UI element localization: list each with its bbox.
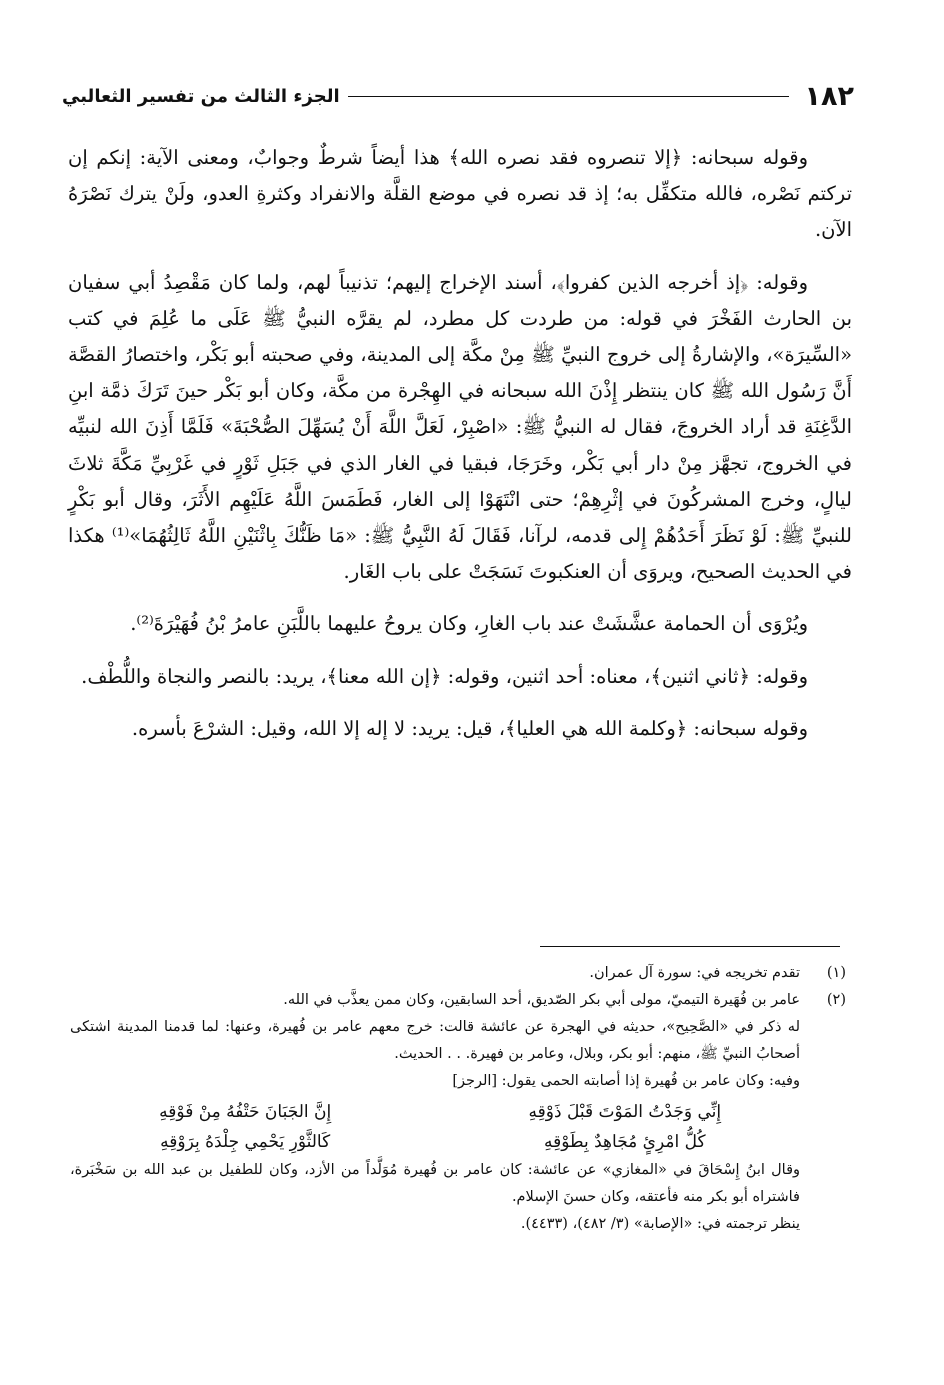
running-title: الجزء الثالث من تفسير الثعالبي bbox=[62, 85, 340, 107]
paragraph: ويُرْوَى أن الحمامة عشَّشَتْ عند باب الغارِ، وكان يروحُ عليهما باللَّبَنِ عامرُ بْنُ فُهَيْرَةَ⁽²⁾. bbox=[130, 612, 808, 636]
footnote-number: (٢) bbox=[826, 992, 846, 1008]
footnote-text: وقال ابنُ إِسْحَاقَ في «المغازي» عن عائشة: كان عامر بن فُهيرة مُوَلَّداً من الأزد، وكان للطفيل بن عبد الله بن سَخْبَرة، فاشتراه أبو بكر منه فأعتقه، وكان حسنَ الإسلام. bbox=[70, 1162, 800, 1205]
hemistich: كَالثَّوْرِ يَحْمِي جِلْدَهُ بِرَوْقِهِ bbox=[160, 1132, 331, 1152]
footnote-text: تقدم تخريجه في: سورة آل عمران. bbox=[589, 965, 800, 981]
header-rule bbox=[348, 96, 789, 97]
footnote-1 bbox=[70, 960, 846, 987]
page-header bbox=[62, 78, 854, 114]
poem bbox=[70, 1097, 800, 1157]
footnote-text: عامر بن فُهَيرة التيميّ، مولى أبي بكر الصّديق، أحد السابقين، وكان ممن يعذَّب في الله. bbox=[283, 992, 800, 1008]
verse bbox=[70, 1097, 800, 1127]
hemistich: كُلُّ امْرِئٍ مُجَاهِدٌ بِطَوْقِهِ bbox=[544, 1132, 706, 1152]
footnote-separator bbox=[540, 946, 840, 947]
hemistich: إِنَّ الجَبَانَ حَتْفُهُ مِنْ فَوْقِهِ bbox=[159, 1102, 332, 1122]
page-number: ١٨٢ bbox=[804, 80, 854, 112]
paragraph: وقوله: ﴿ثاني اثنين﴾، معناه: أحد اثنين، وقوله: ﴿إن الله معنا﴾، يريد: بالنصر والنجاة واللُّطْف. bbox=[81, 664, 808, 688]
footnote-2 bbox=[70, 987, 846, 1014]
footnotes bbox=[70, 960, 846, 1238]
paragraph: وقوله سبحانه: ﴿إلا تنصروه فقد نصره الله﴾ هذا أيضاً شرطٌ وجوابٌ، ومعنى الآية: إنكم إن تركتم نَصْره، فالله متكفِّل به؛ إذ قد نصره في موضع القلَّة والانفراد وكثرةِ العدو، ولَنْ يترك نَصْرَهُ الآن. bbox=[68, 146, 852, 242]
hemistich: إِنِّي وَجَدْتُ المَوْتَ قَبْلَ ذَوْقِهِ bbox=[528, 1102, 722, 1122]
footnote-text: له ذكر في «الصَّحِيح»، حديثه في الهجرة عن عائشة قالت: خرج معهم عامر بن فُهيرة، وعنها: لما قدمنا المدينة اشتكى أصحابُ النبيِّ ﷺ، منهم: أبو بكر، وبلال، وعامر بن فهيرة. . . الحديث. bbox=[70, 1019, 800, 1062]
footnote-number: (١) bbox=[826, 965, 846, 981]
footnote-text: ينظر ترجمته في: «الإصابة» (٣/ ٤٨٢)، (٤٤٣٣). bbox=[520, 1216, 800, 1232]
paragraph: وقوله: ﴿إذ أخرجه الذين كفروا﴾، أسند الإخراج إليهم؛ تذنيباً لهم، ولما كان مَقْصِدُ أبي سفيان بن الحارث الفَخْرَ في قوله: من طردت كل مطرد، لم يقرَّه النبيُّ ﷺ عَلَى ما عُلِمَ في كتب «السِّيرَة»، والإشارةُ إلى خروج النبيِّ ﷺ مِنْ مكَّة إلى المدينة، وفي صحبته أبو بَكْر، واختصارُ القصَّة أَنَّ رَسُول الله ﷺ كان ينتظر إِذْنَ الله سبحانه في الهِجْرة من مكَّة، وكان أبو بَكْر حينَ تَرَكَ ذمَّة ابنِ الدَّغِنَةِ قد أراد الخروجَ، فقال له النبيُّ ﷺ: «اصْبِرْ، لَعَلَّ اللَّهَ أَنْ يُسَهِّلَ الصُّحْبَةَ» فَلَمَّا أَذِنَ الله لنبيِّه في الخروج، تجهَّز مِنْ دار أبي بَكْر، وخَرَجَا، فبقيا في الغار الذي في جَبَلِ ثَوْرٍ في غَرْبِيِّ مَكَّةَ ثلاثَ ليالٍ، وخرج المشركُونَ في إثْرِهِمْ؛ حتى انْتَهَوْا إلى الغار، فَطَمَسَ اللَّهُ عَلَيْهِم الأَثَرَ، وقال أبو بَكْرٍ للنبيِّ ﷺ: لَوْ نَظَرَ أَحَدُهُمْ إِلى قدمه، لرآنا، فَقَالَ لَهُ النَّبِيُّ ﷺ: «مَا ظَنُّكَ بِاثْنَيْنِ اللَّهُ ثَالِثُهُمَا»⁽¹⁾ هكذا في الحديث الصحيح، ويروَى أن العنكبوتَ نَسَجَتْ على باب الغَار. bbox=[68, 270, 852, 584]
footnote-text: وفيه: وكان عامر بن فُهيرة إذا أصابته الحمى يقول: [الرجز] bbox=[452, 1073, 800, 1089]
verse bbox=[70, 1127, 800, 1157]
main-text bbox=[68, 140, 852, 763]
paragraph: وقوله سبحانه: ﴿وكلمة الله هي العليا﴾، قيل: يريد: لا إله إلا الله، وقيل: الشرْعَ بأسره. bbox=[131, 716, 808, 740]
